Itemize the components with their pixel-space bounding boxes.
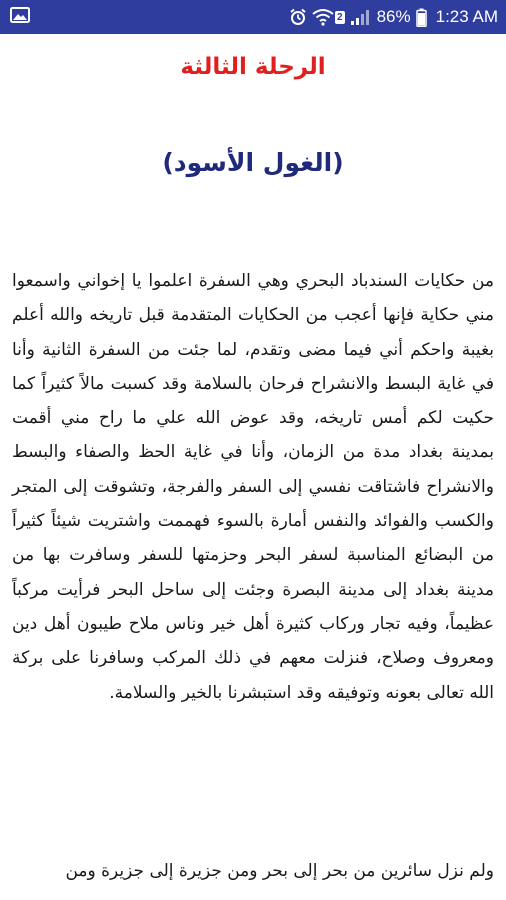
article-paragraph: ولم نزل سائرين من بحر إلى بحر ومن جزيرة إلى جزيرة ومن	[65, 861, 494, 881]
alarm-icon	[289, 8, 307, 26]
article-paragraph: من حكايات السندباد البحري وهي السفرة اعلموا يا إخواني واسمعوا مني حكاية فإنها أعجب من الحكايات المتقدمة قبل تاريخه والله أعلم بغيبة واحكم أني فيما مضى وتقدم، لما جئت من السفرة الثانية وأنا في غاية البسط والانشراح فرحان بالسلامة وقد كسبت مالاً كثيراً كما حكيت لكم أمس تاريخه، وقد عوض الله علي ما راح مني أقمت بمدينة بغداد مدة من الزمان، وأنا في غاية الحظ والصفاء والبسط والانشراح فاشتاقت نفسي إلى السفر والفرجة، وتشوقت إلى المتجر والكسب والفوائد والنفس أمارة بالسوء فهممت واشتريت شيئاً كثيراً من البضائع المناسبة لسفر البحر وحزمتها للسفر وسافرت بها من مدينة بغداد إلى مدينة البصرة وجئت إلى ساحل البحر فرأيت مركباً عظيماً، وفيه تجار وركاب كثيرة أهل خير وناس ملاح طيبون أهل دين ومعروف وصلاح، فنزلت معهم في ذلك المركب وسافرنا على بركة الله تعالى بعونه وتوفيقه وقد استبشرنا بالخير والسلامة.	[12, 271, 494, 703]
signal-icon	[350, 8, 370, 26]
story-title: (الغول الأسود)	[162, 148, 344, 177]
status-right	[289, 7, 498, 27]
battery-percent: 86%	[376, 7, 411, 26]
sim-badge: 2	[337, 11, 343, 23]
wifi-icon	[312, 8, 334, 26]
battery-icon	[416, 8, 427, 27]
status-left	[10, 7, 30, 28]
clock: 1:23 AM	[435, 7, 498, 26]
chapter-title: الرحلة الثالثة	[180, 54, 326, 80]
image-icon	[10, 7, 30, 28]
status-bar	[0, 0, 506, 34]
article-content[interactable]	[0, 34, 506, 900]
